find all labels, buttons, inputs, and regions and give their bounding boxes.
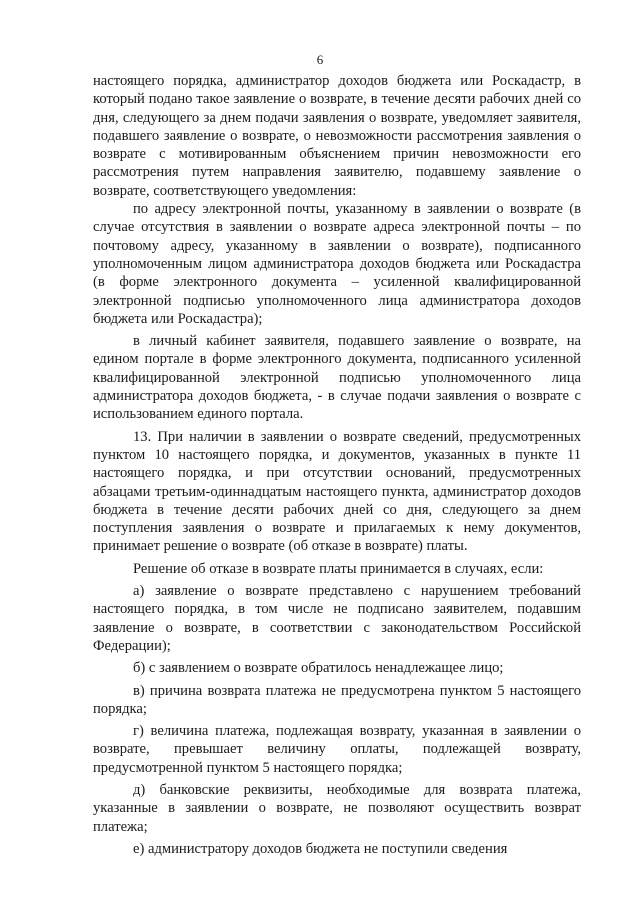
paragraph-continuation: настоящего порядка, администратор доходов бюджета или Роскадастр, в который подано такое заявление о возврате, в течение десяти рабочих дней со дня, следующего за днем подачи заявления о возврате, уведомляет заявителя, подавшего заявление о возврате, о невозможности рассмотрения заявления о возврате с мотивированным объяснением причин невозможности его рассмотрения путем направления заявителю, подавшему заявление о возврате, соответствующего уведомления: — [93, 73, 581, 199]
list-item-e: е) администратору доходов бюджета не поступили сведения — [133, 840, 508, 857]
list-item-d: д) банковские реквизиты, необходимые для возврата платежа, указанные в заявлении о возврате, не позволяют осуществить возврат платежа; — [93, 781, 581, 835]
paragraph-email-notice: по адресу электронной почты, указанному в заявлении о возврате (в случае отсутствия в заявлении о возврате адреса электронной почты – по почтовому адресу, указанному в заявлении о возврате), подписанного уполномоченным лицом администратора доходов бюджета или Роскадастра (в форме электронного документа – усиленной квалифицированной электронной подписью уполномоченного лица администратора доходов бюджета или Роскадастра); — [93, 201, 581, 327]
list-item-a: а) заявление о возврате представлено с нарушением требований настоящего порядка, в том числе не подписано заявителем, подавшим заявление о возврате, в соответствии с законодательством Российской Федерации); — [93, 583, 581, 654]
list-item-b: б) с заявлением о возврате обратилось ненадлежащее лицо; — [133, 660, 504, 677]
document-body — [93, 72, 581, 858]
paragraph-refusal-intro: Решение об отказе в возврате платы принимается в случаях, если: — [133, 560, 544, 577]
list-item-g: г) величина платежа, подлежащая возврату, указанная в заявлении о возврате, превышает величину оплаты, подлежащей возврату, предусмотренной пунктом 5 настоящего порядка; — [93, 723, 581, 776]
list-item-v: в) причина возврата платежа не предусмотрена пунктом 5 настоящего порядка; — [93, 682, 581, 717]
paragraph-13: 13. При наличии в заявлении о возврате сведений, предусмотренных пунктом 10 настоящего порядка, и документов, указанных в пункте 11 настоящего порядка, и при отсутствии оснований, предусмотренных абзацами третьим-одиннадцатым настоящего пункта, администратор доходов бюджета в течение десяти рабочих дней со дня, следующего за днем поступления заявления о возврате и прилагаемых к нему документов, принимает решение о возврате (об отказе в возврате) платы. — [93, 428, 581, 555]
paragraph-cabinet-notice: в личный кабинет заявителя, подавшего заявление о возврате, на едином портале в форме электронного документа, подписанного усиленной квалифицированной электронной подписью уполномоченного лица администратора доходов бюджета, - в случае подачи заявления о возврате с использованием единого портала. — [93, 333, 581, 423]
page-number: 6 — [316, 52, 324, 67]
